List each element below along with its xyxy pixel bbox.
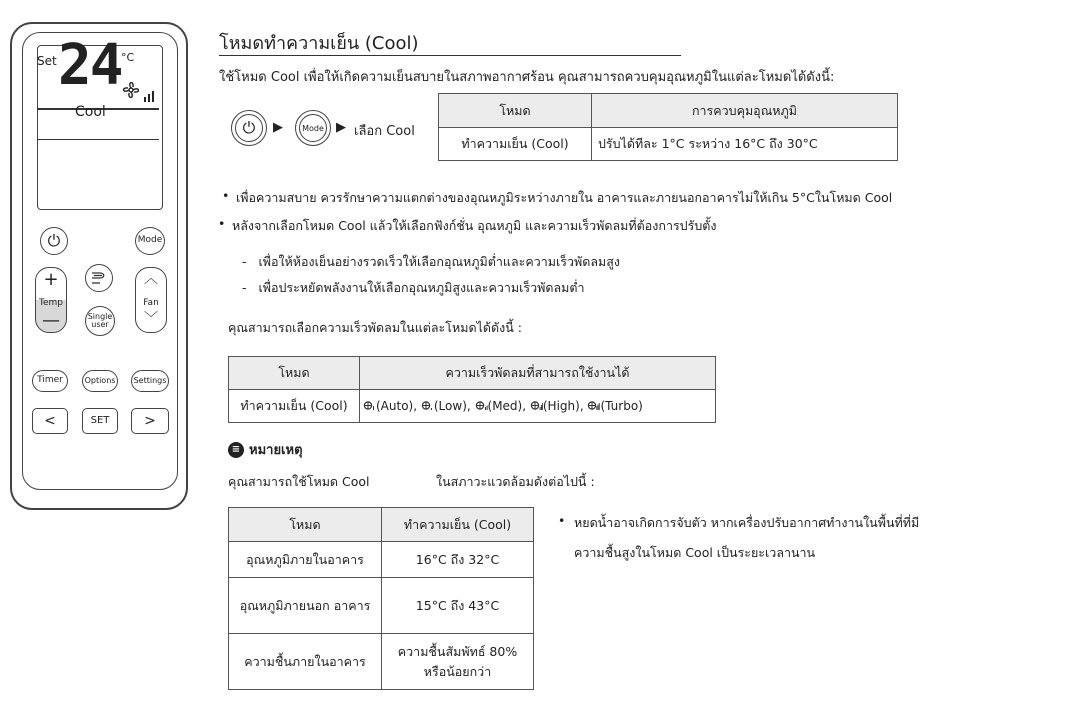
fan-intro-text: คุณสามารถเลือกความเร็วพัดลมในแต่ละโหมดได้ดังนี้ : bbox=[228, 320, 522, 335]
table-header: โหมด bbox=[229, 508, 382, 542]
timer-button[interactable] bbox=[32, 370, 68, 392]
environment-table bbox=[228, 507, 534, 690]
fan-speed-low: (Low), bbox=[433, 399, 471, 413]
intro-text: ใช้โหมด Cool เพื่อให้เกิดความเย็นสบายในสภาพอากาศร้อน คุณสามารถควบคุมอุณหภูมิในแต่ละโหมดได้ดังนี้: bbox=[219, 70, 835, 85]
table-cell: อุณหภูมิภายนอก อาคาร bbox=[229, 578, 382, 634]
fan-speed-high: (High), bbox=[542, 399, 584, 413]
table-header: โหมด bbox=[229, 357, 360, 390]
mode-illustration-label: Mode bbox=[299, 114, 327, 142]
mode-label: Mode bbox=[137, 235, 163, 246]
mode-button-illustration bbox=[295, 110, 331, 146]
temp-label: Temp bbox=[39, 298, 63, 308]
options-label: Options bbox=[84, 375, 116, 385]
set-button[interactable] bbox=[82, 408, 118, 434]
table-header: ทำความเย็น (Cool) bbox=[382, 508, 534, 542]
arrow-icon: ▶ bbox=[273, 120, 283, 135]
fan-high-icon bbox=[530, 400, 543, 411]
left-arrow-icon: < bbox=[44, 413, 56, 429]
table-header: โหมด bbox=[439, 94, 592, 128]
fan-level-icon bbox=[143, 88, 157, 102]
single-user-label: Single user bbox=[87, 311, 113, 329]
table-cell: ทำความเย็น (Cool) bbox=[439, 128, 592, 161]
fan-label: Fan bbox=[143, 298, 159, 308]
power-icon: ⏻ bbox=[47, 231, 61, 250]
note-bullet: • หยดน้ำอาจเกิดการจับตัว หากเครื่องปรับอากาศทำงานในพื้นที่ที่มี bbox=[558, 513, 920, 530]
sub-bullet-item: - เพื่อประหยัดพลังงานให้เลือกอุณหภูมิสูงและความเร็วพัดลมต่ำ bbox=[242, 280, 585, 295]
mode-button[interactable] bbox=[135, 227, 165, 255]
left-button[interactable] bbox=[32, 408, 68, 434]
fan-rocker[interactable] bbox=[135, 267, 167, 333]
bullet-text: หลังจากเลือกโหมด Cool แล้วให้เลือกฟังก์ชั่น อุณหภูมิ และความเร็วพัดลมที่ต้องการปรับตั้ง bbox=[232, 218, 717, 233]
fan-turbo-icon bbox=[587, 400, 600, 411]
lcd-temperature: 24 bbox=[58, 33, 122, 98]
lcd-unit: °C bbox=[121, 51, 135, 64]
fan-auto-icon bbox=[363, 400, 376, 411]
section-title: โหมดทำความเย็น (Cool) bbox=[219, 33, 419, 54]
lcd-set-label: Set bbox=[37, 54, 57, 68]
lcd-mode: Cool bbox=[75, 104, 106, 120]
arrow-icon: ▶ bbox=[336, 120, 346, 135]
fan-speed-med: (Med), bbox=[487, 399, 527, 413]
bullet-item: • หลังจากเลือกโหมด Cool แล้วให้เลือกฟังก์ชั่น อุณหภูมิ และความเร็วพัดลมที่ต้องการปรับตั้ง bbox=[218, 216, 717, 233]
note-bullet-text: หยดน้ำอาจเกิดการจับตัว หากเครื่องปรับอากาศทำงานในพื้นที่ที่มี bbox=[574, 515, 920, 530]
temp-up-button[interactable]: + bbox=[43, 269, 59, 290]
table-cell: อุณหภูมิภายในอาคาร bbox=[229, 542, 382, 578]
note-title: หมายเหตุ bbox=[249, 443, 303, 458]
settings-label: Settings bbox=[133, 375, 167, 385]
note-sentence-right: ในสภาวะแวดล้อมดังต่อไปนี้ : bbox=[436, 474, 595, 489]
fan-low-icon bbox=[421, 400, 434, 411]
temp-down-button[interactable]: — bbox=[42, 310, 60, 331]
title-underline bbox=[219, 55, 681, 56]
fan-icon bbox=[121, 80, 141, 100]
temp-rocker[interactable] bbox=[35, 267, 67, 333]
sub-bullet-text: เพื่อให้ห้องเย็นอย่างรวดเร็วให้เลือกอุณหภูมิต่ำและความเร็วพัดลมสูง bbox=[258, 254, 620, 269]
note-sentence-left: คุณสามารถใช้โหมด Cool bbox=[228, 474, 370, 489]
sub-bullet-item: - เพื่อให้ห้องเย็นอย่างรวดเร็วให้เลือกอุณหภูมิต่ำและความเร็วพัดลมสูง bbox=[242, 254, 620, 269]
fan-up-button[interactable]: ︿ bbox=[144, 271, 158, 287]
wind-free-button[interactable] bbox=[85, 264, 113, 292]
settings-button[interactable] bbox=[131, 370, 169, 392]
bullet-item: • เพื่อความสบาย ควรรักษาความแตกต่างของอุณหภูมิระหว่างภายใน อาคารและภายนอกอาคารไม่ให้เกิน 5°Cในโหมด Cool bbox=[222, 188, 893, 205]
table-cell: ความชื้นสัมพัทธ์ 80% หรือน้อยกว่า bbox=[382, 634, 534, 690]
set-label: SET bbox=[90, 414, 110, 426]
fan-speed-list bbox=[360, 390, 716, 423]
note-bullet-continuation: ความชื้นสูงในโหมด Cool เป็นระยะเวลานาน bbox=[574, 545, 816, 560]
table-cell: 16°C ถึง 32°C bbox=[382, 542, 534, 578]
timer-label: Timer bbox=[37, 375, 63, 386]
options-button[interactable] bbox=[82, 370, 118, 392]
table-cell: ปรับได้ทีละ 1°C ระหว่าง 16°C ถึง 30°C bbox=[592, 128, 898, 161]
temp-control-table bbox=[438, 93, 898, 161]
sub-bullet-text: เพื่อประหยัดพลังงานให้เลือกอุณหภูมิสูงและความเร็วพัดลมต่ำ bbox=[258, 280, 585, 295]
air-swing-icon bbox=[90, 271, 108, 285]
fan-speed-auto: (Auto), bbox=[376, 399, 418, 413]
fan-speed-turbo: (Turbo) bbox=[600, 399, 643, 413]
fan-down-button[interactable]: ﹀ bbox=[144, 311, 158, 327]
power-button-illustration bbox=[231, 110, 267, 146]
power-icon: ⏻ bbox=[235, 114, 263, 142]
table-header: การควบคุมอุณหภูมิ bbox=[592, 94, 898, 128]
sequence-text: เลือก Cool bbox=[354, 124, 415, 139]
right-button[interactable] bbox=[131, 408, 169, 434]
table-cell: ทำความเย็น (Cool) bbox=[229, 390, 360, 423]
fan-med-icon bbox=[475, 400, 488, 411]
note-icon: ≡ bbox=[228, 442, 244, 458]
lcd-divider bbox=[37, 139, 159, 140]
right-arrow-icon: > bbox=[144, 413, 156, 429]
single-user-button[interactable] bbox=[85, 306, 115, 336]
table-header: ความเร็วพัดลมที่สามารถใช้งานได้ bbox=[360, 357, 716, 390]
power-button[interactable] bbox=[40, 227, 68, 255]
bullet-text: เพื่อความสบาย ควรรักษาความแตกต่างของอุณหภูมิระหว่างภายใน อาคารและภายนอกอาคารไม่ให้เกิน 5°Cในโหมด Cool bbox=[236, 190, 893, 205]
fan-speed-table bbox=[228, 356, 716, 423]
table-cell: ความชื้นภายในอาคาร bbox=[229, 634, 382, 690]
table-cell: 15°C ถึง 43°C bbox=[382, 578, 534, 634]
note-heading bbox=[228, 439, 303, 460]
